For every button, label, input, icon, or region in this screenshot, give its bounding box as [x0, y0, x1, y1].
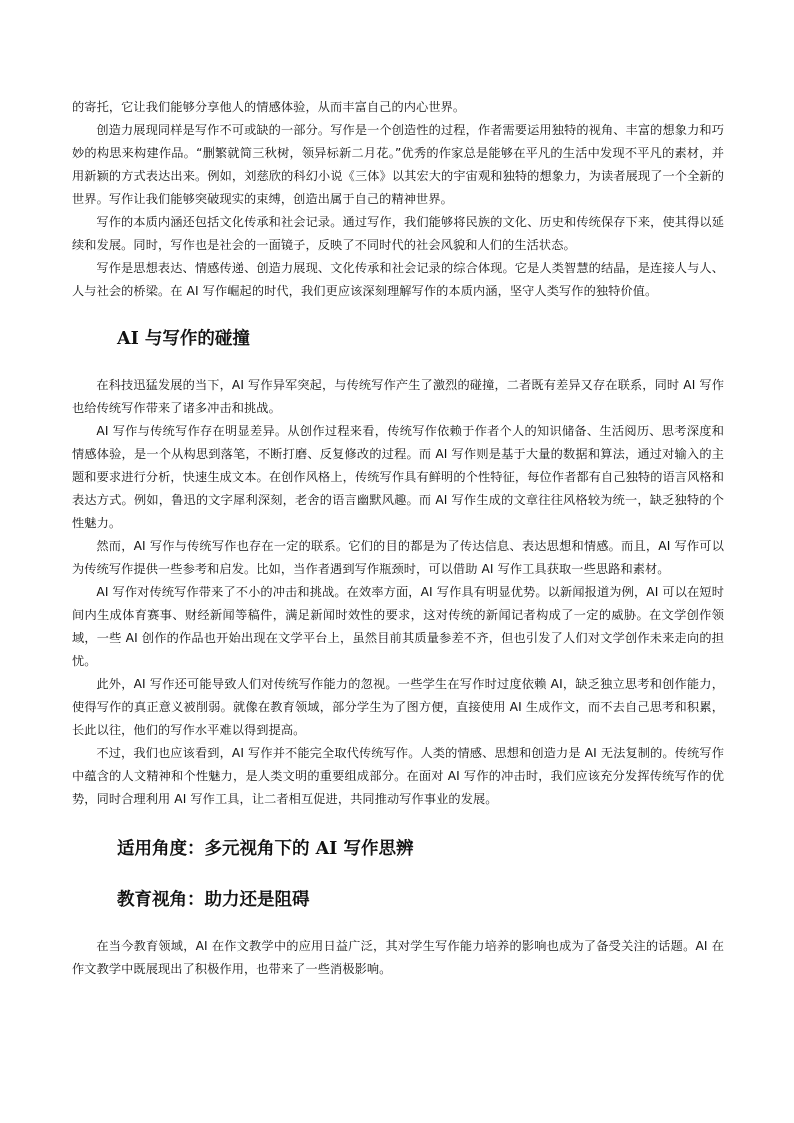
body-paragraph: 然而，AI 写作与传统写作也存在一定的联系。它们的目的都是为了传达信息、表达思想和情感。而且，AI 写作可以为传统写作提供一些参考和启发。比如，当作者遇到写作瓶颈时，可以借助 AI 写作工具获取一些思路和素材。	[72, 539, 724, 576]
body-paragraph: 的寄托，它让我们能够分享他人的情感体验，从而丰富自己的内心世界。	[72, 100, 466, 114]
body-paragraph: 创造力展现同样是写作不可或缺的一部分。写作是一个创造性的过程，作者需要运用独特的视角、丰富的想象力和巧妙的构思来构建作品。“删繁就简三秋树，领异标新二月花。”优秀的作家总是能够在平凡的生活中发现不平凡的素材，并用新颖的方式表达出来。例如，刘慈欣的科幻小说《三体》以其宏大的宇宙观和独特的想象力，为读者展现了一个全新的世界。写作让我们能够突破现实的束缚，创造出属于自己的精神世界。	[72, 123, 724, 206]
body-paragraph: 在当今教育领域，AI 在作文教学中的应用日益广泛，其对学生写作能力培养的影响也成为了备受关注的话题。AI 在作文教学中既展现出了积极作用，也带来了一些消极影响。	[72, 939, 724, 976]
section-heading-education-perspective: 教育视角：助力还是阻碍	[117, 890, 310, 910]
section-heading-applicable-angle: 适用角度：多元视角下的 AI 写作思辨	[117, 839, 414, 859]
document-page	[72, 96, 724, 981]
body-paragraph: 写作的本质内涵还包括文化传承和社会记录。通过写作，我们能够将民族的文化、历史和传统保存下来，使其得以延续和发展。同时，写作也是社会的一面镜子，反映了不同时代的社会风貌和人们的生活状态。	[72, 215, 724, 252]
body-paragraph: AI 写作与传统写作存在明显差异。从创作过程来看，传统写作依赖于作者个人的知识储备、生活阅历、思考深度和情感体验，是一个从构思到落笔，不断打磨、反复修改的过程。而 AI 写作则是基于大量的数据和算法，通过对输入的主题和要求进行分析，快速生成文本。在创作风格上，传统写作具有鲜明的个性特征，每位作者都有自己独特的语言风格和表达方式。例如，鲁迅的文字犀利深刻，老舍的语言幽默风趣。而 AI 写作生成的文章往往风格较为统一，缺乏独特的个性魅力。	[72, 424, 724, 530]
body-paragraph: 此外，AI 写作还可能导致人们对传统写作能力的忽视。一些学生在写作时过度依赖 AI，缺乏独立思考和创作能力，使得写作的真正意义被削弱。就像在教育领域，部分学生为了图方便，直接使用 AI 生成作文，而不去自己思考和积累，长此以往，他们的写作水平难以得到提高。	[72, 677, 724, 737]
section-heading-ai-and-writing: AI 与写作的碰撞	[117, 329, 250, 349]
body-paragraph: 写作是思想表达、情感传递、创造力展现、文化传承和社会记录的综合体现。它是人类智慧的结晶，是连接人与人、人与社会的桥梁。在 AI 写作崛起的时代，我们更应该深刻理解写作的本质内涵，坚守人类写作的独特价值。	[72, 261, 724, 298]
body-paragraph: 在科技迅猛发展的当下，AI 写作异军突起，与传统写作产生了激烈的碰撞，二者既有差异又存在联系，同时 AI 写作也给传统写作带来了诸多冲击和挑战。	[72, 378, 724, 415]
body-paragraph: 不过，我们也应该看到，AI 写作并不能完全取代传统写作。人类的情感、思想和创造力是 AI 无法复制的。传统写作中蕴含的人文精神和个性魅力，是人类文明的重要组成部分。在面对 AI 写作的冲击时，我们应该充分发挥传统写作的优势，同时合理利用 AI 写作工具，让二者相互促进，共同推动写作事业的发展。	[72, 746, 724, 806]
body-paragraph: AI 写作对传统写作带来了不小的冲击和挑战。在效率方面，AI 写作具有明显优势。以新闻报道为例，AI 可以在短时间内生成体育赛事、财经新闻等稿件，满足新闻时效性的要求，这对传统的新闻记者构成了一定的威胁。在文学创作领域，一些 AI 创作的作品也开始出现在文学平台上，虽然目前其质量参差不齐，但也引发了人们对文学创作未来走向的担忧。	[72, 585, 724, 668]
